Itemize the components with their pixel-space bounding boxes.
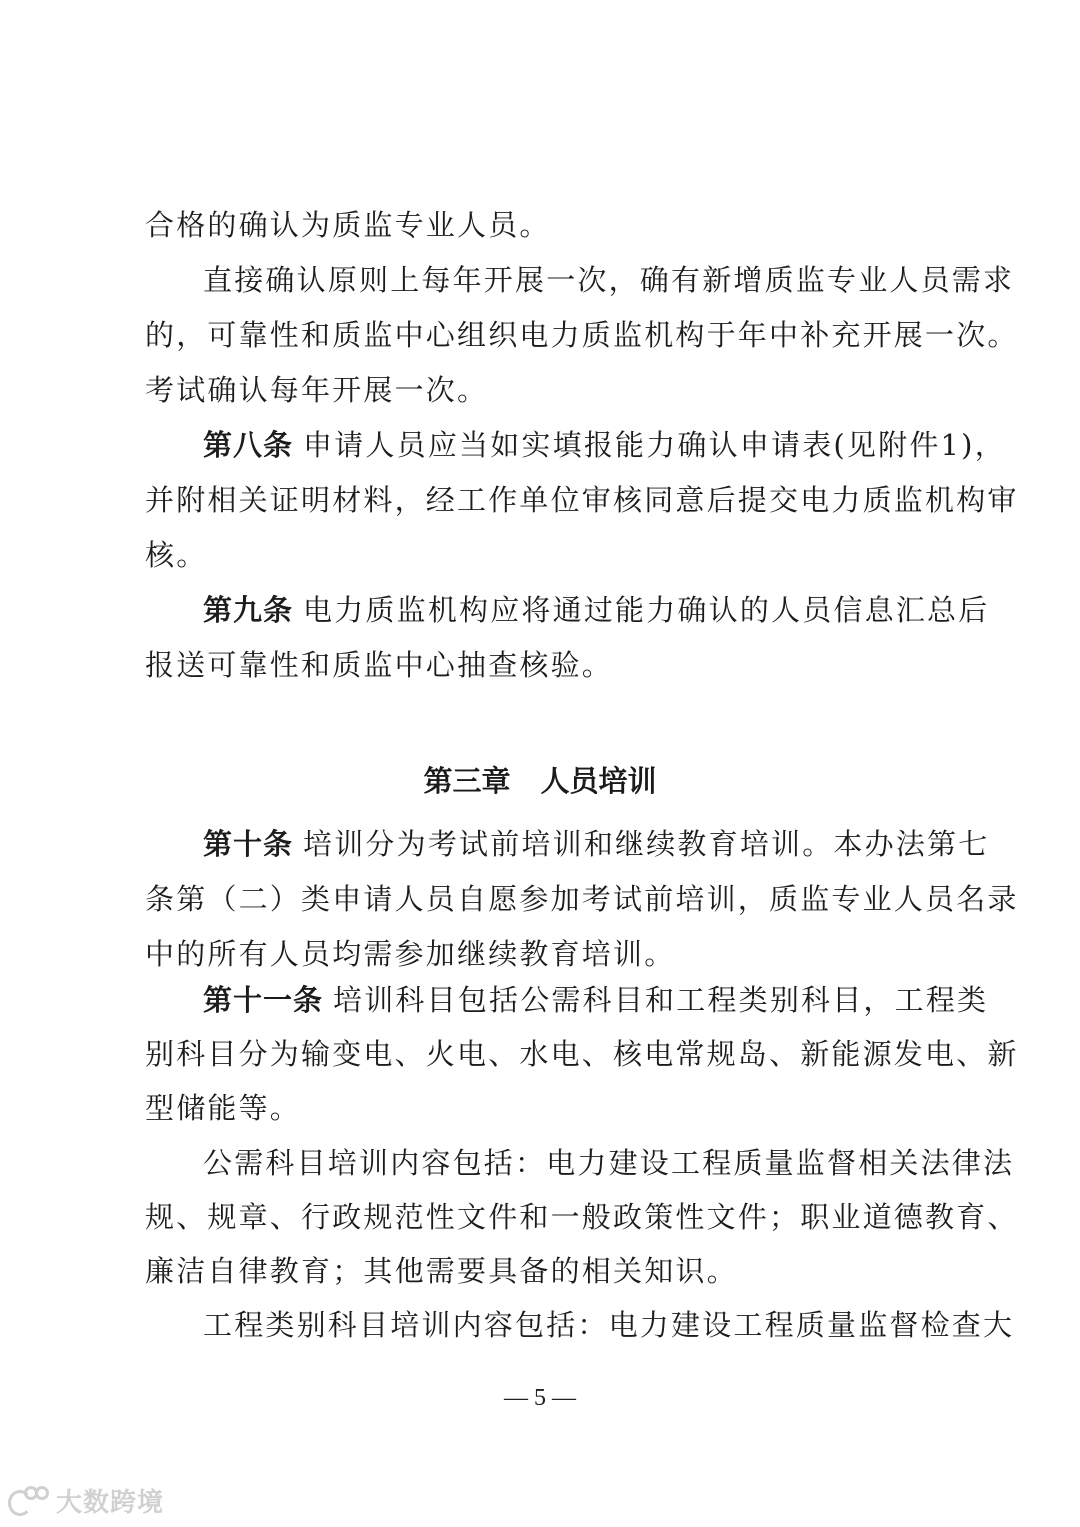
chapter-title: 人员培训 bbox=[540, 764, 657, 798]
paragraph-line: 考试确认每年开展一次。 bbox=[145, 373, 489, 407]
paragraph-line: 核。 bbox=[145, 538, 208, 572]
watermark-text: 大数跨境 bbox=[56, 1488, 165, 1518]
article-text: 培训分为考试前培训和继续教育培训。本办法第七 bbox=[303, 827, 990, 861]
paragraph-line: 合格的确认为质监专业人员。 bbox=[145, 208, 551, 242]
paragraph-line: 报送可靠性和质监中心抽查核验。 bbox=[145, 648, 614, 682]
paragraph-line: 廉洁自律教育；其他需要具备的相关知识。 bbox=[145, 1254, 738, 1288]
paragraph-line: 公需科目培训内容包括：电力建设工程质量监督相关法律法 bbox=[203, 1146, 1015, 1180]
paragraph-line: 别科目分为输变电、火电、水电、核电常规岛、新能源发电、新 bbox=[145, 1037, 1019, 1071]
page-number: — 5 — bbox=[504, 1385, 576, 1411]
paragraph-line: 型储能等。 bbox=[145, 1091, 302, 1125]
article-label: 第十条 bbox=[203, 827, 294, 861]
article-9-line bbox=[203, 592, 1003, 628]
article-label: 第十一条 bbox=[203, 983, 324, 1017]
paragraph-line: 规、规章、行政规范性文件和一般政策性文件；职业道德教育、 bbox=[145, 1200, 1019, 1234]
chapter-heading bbox=[0, 763, 1080, 799]
article-label: 第八条 bbox=[203, 428, 294, 462]
article-8-line bbox=[203, 427, 1006, 463]
paragraph-line: 工程类别科目培训内容包括：电力建设工程质量监督检查大 bbox=[203, 1308, 1015, 1342]
article-10-line bbox=[203, 826, 1003, 862]
article-text: 申请人员应当如实填报能力确认申请表(见附件1)， bbox=[303, 428, 1006, 462]
brand-logo-icon bbox=[8, 1486, 48, 1516]
paragraph-line: 的，可靠性和质监中心组织电力质监机构于年中补充开展一次。 bbox=[145, 318, 1019, 352]
paragraph-line: 中的所有人员均需参加继续教育培训。 bbox=[145, 937, 676, 971]
article-label: 第九条 bbox=[203, 593, 294, 627]
chapter-number: 第三章 bbox=[423, 764, 511, 798]
article-text: 电力质监机构应将通过能力确认的人员信息汇总后 bbox=[303, 593, 990, 627]
paragraph-line: 条第（二）类申请人员自愿参加考试前培训，质监专业人员名录 bbox=[145, 882, 1019, 916]
article-text: 培训科目包括公需科目和工程类别科目，工程类 bbox=[333, 983, 989, 1017]
article-11-line bbox=[203, 982, 1003, 1018]
paragraph-line: 并附相关证明材料，经工作单位审核同意后提交电力质监机构审 bbox=[145, 483, 1019, 517]
watermark bbox=[8, 1482, 164, 1519]
paragraph-line: 直接确认原则上每年开展一次，确有新增质监专业人员需求 bbox=[203, 263, 1015, 297]
